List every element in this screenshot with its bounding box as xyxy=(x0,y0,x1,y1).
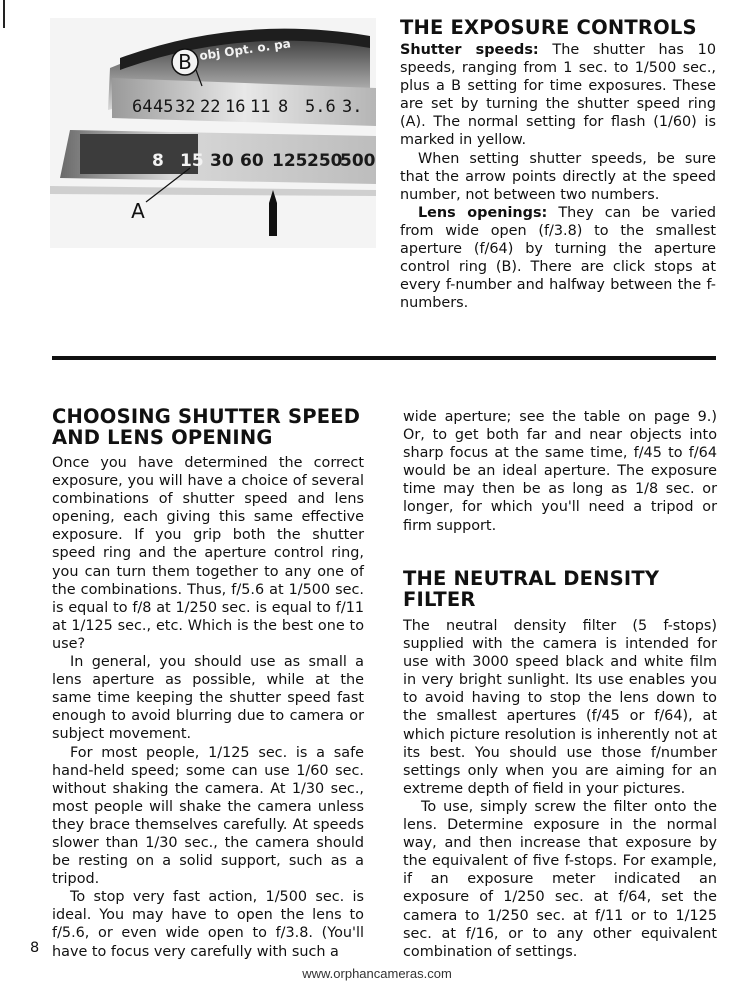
aperture-scale-value: 8 xyxy=(278,97,289,117)
aperture-scale-value: 5.6 xyxy=(305,97,336,117)
choosing-title-line2: AND LENS OPENING xyxy=(52,426,273,449)
exposure-controls-title: THE EXPOSURE CONTROLS xyxy=(400,16,697,39)
aperture-scale-value: 3. xyxy=(342,97,363,117)
section-divider xyxy=(52,356,716,360)
neutral-density-section xyxy=(403,568,717,961)
shutter-speeds-paragraph xyxy=(400,41,716,150)
neutral-density-title: THE NEUTRAL DENSITY FILTER xyxy=(403,567,660,611)
aperture-scale-value: 11 xyxy=(250,97,271,117)
label-a: A xyxy=(131,199,145,223)
neutral-density-paragraph-2: To use, simply screw the filter onto the lens. Determine exposure in the normal way, and then increase that exposure by the equivalent of five f-stops. For example, if an exposure meter indicated an exposure of 1/250 sec. at f/64, set the camera to 1/250 sec. at f/11 or to 1/125 sec. at f/16, or to any other equivalent combination of settings. xyxy=(403,798,717,960)
shutter-scale-value: 500 xyxy=(340,151,376,171)
choosing-continuation xyxy=(403,408,717,535)
choosing-title-line1: CHOOSING SHUTTER SPEED xyxy=(52,405,361,428)
choosing-paragraph-3: For most people, 1/125 sec. is a safe hand-held speed; some can use 1/60 sec. without shaking the camera. At 1/30 sec., most people will shake the camera unless they brace themselves carefully. At speeds slower than 1/30 sec., the camera should be resting on a solid support, such as a tripod. xyxy=(52,744,364,888)
choosing-paragraph-1: Once you have determined the correct exposure, you will have a choice of several combinations of shutter speed and lens opening, each giving this same effective exposure. If you grip both the shutter speed ring and the aperture control ring, you can turn them together to any one of the combinations. Thus, f/5.6 at 1/500 sec. is equal to f/8 at 1/250 sec. is equal to f/11 at 1/125 sec., etc. Which is the best one to use? xyxy=(52,455,364,652)
aperture-scale-value: 45 xyxy=(153,97,174,117)
aperture-scale-value: 16 xyxy=(225,97,246,117)
scan-edge-mark xyxy=(3,0,5,28)
choosing-title xyxy=(52,406,364,448)
page-number: 8 xyxy=(30,940,40,956)
shutter-scale-value: 30 xyxy=(210,151,234,171)
lens-inscription: obj Opt. o. pa xyxy=(198,36,292,63)
aperture-scale-value: 22 xyxy=(200,97,221,117)
exposure-controls-section xyxy=(400,17,716,312)
shutter-scale-value: 250 xyxy=(307,151,343,171)
shutter-scale-value: 60 xyxy=(240,151,264,171)
choosing-paragraph-4: To stop very fast action, 1/500 sec. is ideal. You may have to open the lens to f/5.6, or even wide open to f/3.8. (You'll have to focus very carefully with such a xyxy=(52,889,364,960)
shutter-scale-value: 125 xyxy=(272,151,308,171)
shutter-scale-value: 15 xyxy=(180,151,204,171)
choosing-paragraph-2: In general, you should use as small a lens aperture as possible, while at the same time keeping the shutter speed fast enough to avoid blurring due to camera or subject movement. xyxy=(52,654,364,743)
choosing-section xyxy=(52,406,364,961)
arrow-note-paragraph: When setting shutter speeds, be sure that the arrow points directly at the speed number, not between two numbers. xyxy=(400,150,716,203)
lens-openings-text: They can be varied from wide open (f/3.8) to the smallest aperture (f/64) by turning the aperture control ring (B). There are click stops at every f-number and halfway between the f-numbers. xyxy=(400,204,716,312)
aperture-scale-value: 64 xyxy=(132,97,153,117)
shutter-scale-value: 8 xyxy=(152,151,164,171)
lens-openings-paragraph xyxy=(400,204,716,313)
neutral-density-paragraph-1: The neutral density filter (5 f-stops) supplied with the camera is intended for use with 3000 speed black and white film in very bright sunlight. Its use enables you to avoid having to stop the lens down to the smallest apertures (f/45 or f/64), at which picture resolution is inherently not at its best. You should use those f/number settings only when you are aiming for an extreme depth of field in your pictures. xyxy=(403,618,717,797)
footer-url: www.orphancameras.com xyxy=(302,966,452,981)
label-b: B xyxy=(178,50,192,74)
choosing-paragraph-5: wide aperture; see the table on page 9.) Or, to get both far and near objects into sharp focus at the same time, f/45 to f/64 would be an ideal aperture. The exposure time may then be as long as 1/8 sec. or longer, for which you'll need a tripod or firm support. xyxy=(403,409,717,534)
shutter-speeds-text: The shutter has 10 speeds, ranging from 1 sec. to 1/500 sec., plus a B setting for time exposures. These are set by turning the shutter speed ring (A). The normal setting for flash (1/60) is marked in yellow. xyxy=(400,42,716,149)
aperture-scale-value: 32 xyxy=(175,97,196,117)
lens-figure xyxy=(50,18,376,248)
shutter-speeds-label: Shutter speeds: xyxy=(400,42,539,58)
lens-openings-label: Lens openings: xyxy=(418,204,548,221)
